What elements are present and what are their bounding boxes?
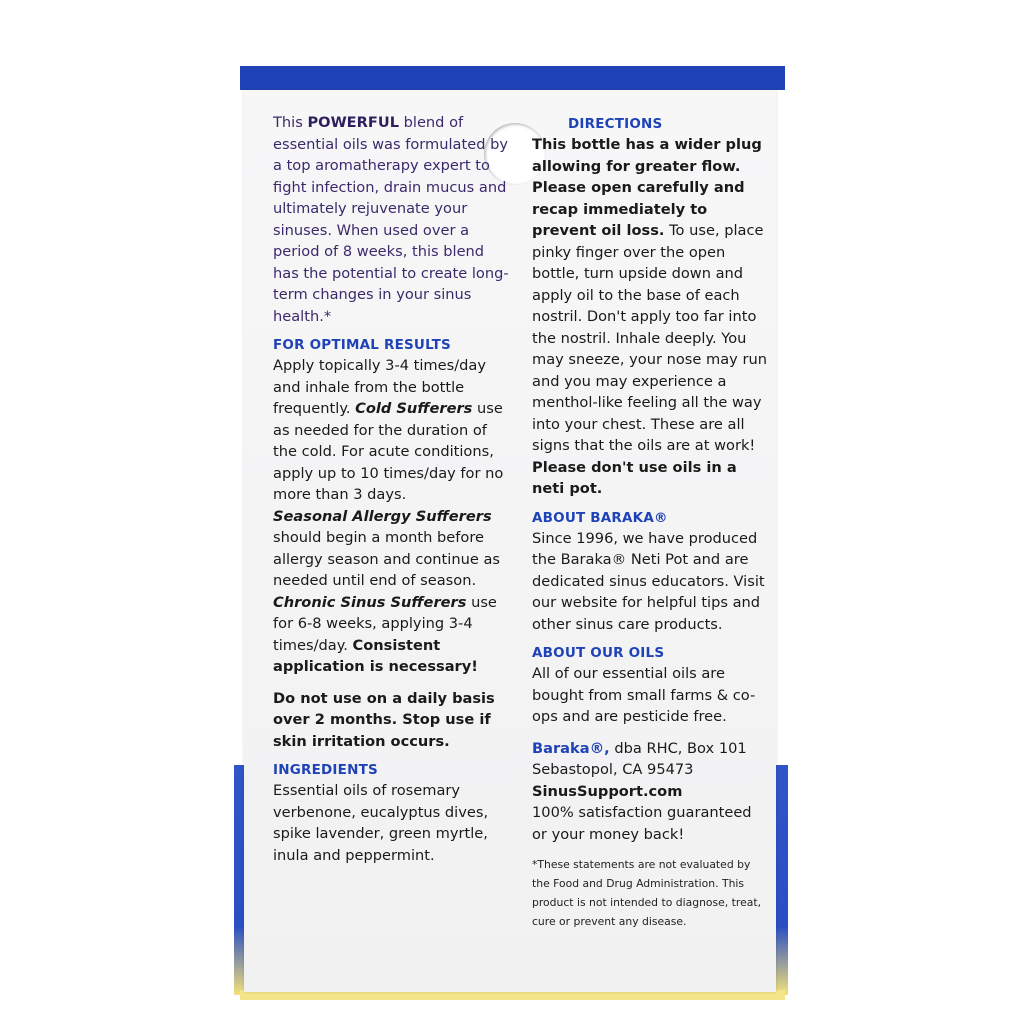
ingredients-text: Essential oils of rosemary verbenone, eucalyptus dives, spike lavender, green myrtle, inula and peppermint. [273,782,489,864]
optimal-p1-post: use as needed for the duration of the cold. For acute conditions, apply up to 10 times/day for no more than 3 days. [273,400,504,503]
about-oils-heading: ABOUT OUR OILS [532,645,665,661]
neti-pot-warning: Please don't use oils in a neti pot. [532,458,737,497]
address-line-1: dba RHC, Box 101 [609,739,747,757]
left-column [273,112,513,866]
address-line-2: Sebastopol, CA 95473 [532,761,694,778]
intro-strong: POWERFUL [307,114,399,131]
optimal-paragraph-3 [273,592,513,678]
about-oils-text: All of our essential oils are bought from small farms & co-ops and are pesticide free. [532,665,756,725]
directions-bold-intro: This bottle has a wider plug allowing for greater flow. Please open carefully and recap immediately to prevent oil loss. [532,136,762,239]
usage-warning: Do not use on a daily basis over 2 months. Stop use if skin irritation occurs. [273,689,495,750]
contact-block [532,738,768,846]
brand-name: Baraka®, [532,739,610,757]
website-link: SinusSupport.com [532,782,683,800]
optimal-p3-post: use for 6-8 weeks, applying 3-4 times/day. [273,593,497,654]
intro-post: blend of essential oils was formulated by a top aromatherapy expert to fight infection, drain mucus and ultimately rejuvenate your sinuses. When used over a period of 8 weeks, this blend has the potential to create long-term changes in your sinus health.* [273,114,509,325]
about-baraka-heading: ABOUT BARAKA® [532,509,668,526]
optimal-p1-pre: Apply topically 3-4 times/day and inhale from the bottle frequently. [273,357,486,417]
intro-pre: This [273,114,308,131]
box-top-flap [240,66,785,90]
optimal-results-heading: FOR OPTIMAL RESULTS [273,337,451,353]
optimal-paragraph-1 [273,355,513,506]
box-left-side [234,765,244,995]
cold-sufferers-label: Cold Sufferers [355,400,473,417]
box-right-side [776,765,788,995]
about-baraka-text: Since 1996, we have produced the Baraka® Neti Pot and are dedicated sinus educators. Visit our website for helpful tips and other sinus care products. [532,529,765,633]
directions-paragraph [532,134,768,500]
right-column [532,114,768,931]
consistent-application-note: Consistent application is necessary! [273,636,478,675]
chronic-sinus-label: Chronic Sinus Sufferers [273,593,467,611]
guarantee-text: 100% satisfaction guaranteed or your money back! [532,804,752,843]
optimal-p2-post: should begin a month before allergy season and continue as needed until end of season. [273,529,500,589]
fda-footnote: *These statements are not evaluated by the Food and Drug Administration. This product is not intended to diagnose, treat, cure or prevent any disease. [532,858,762,928]
directions-text: To use, place pinky finger over the open bottle, turn upside down and apply oil to the base of each nostril. Don't apply too far into the nostril. Inhale deeply. You may sneeze, your nose may run and you may experience a menthol-like feeling all the way into your chest. These are all signs that the oils are at work! [532,222,767,454]
intro-paragraph [273,112,513,327]
seasonal-allergy-label: Seasonal Allergy Sufferers [273,507,492,525]
optimal-paragraph-2 [273,506,513,592]
ingredients-heading: INGREDIENTS [273,762,378,778]
directions-heading: DIRECTIONS [568,116,663,132]
